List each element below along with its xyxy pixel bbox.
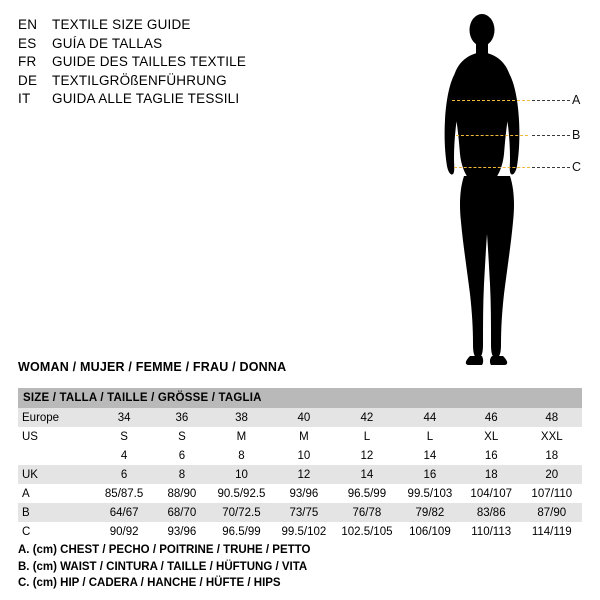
language-title: TEXTILGRÖßENFÜHRUNG xyxy=(52,72,227,88)
cell: L xyxy=(335,427,399,446)
cell: M xyxy=(210,427,273,446)
cell: 96.5/99 xyxy=(335,484,399,503)
cell: 88/90 xyxy=(154,484,210,503)
cell: 68/70 xyxy=(154,503,210,522)
size-table xyxy=(18,388,582,541)
cell: XL xyxy=(461,427,522,446)
cell: 34 xyxy=(94,408,154,427)
cell: 12 xyxy=(273,465,335,484)
language-row xyxy=(18,53,348,72)
language-title: TEXTILE SIZE GUIDE xyxy=(52,17,191,32)
cell: 16 xyxy=(461,446,522,465)
table-row xyxy=(18,522,582,541)
table-row xyxy=(18,484,582,503)
cell: 90.5/92.5 xyxy=(210,484,273,503)
cell: 64/67 xyxy=(94,503,154,522)
note-b: B. (cm) WAIST / CINTURA / TAILLE / HÜFTUNG / VITA xyxy=(18,560,308,573)
cell: 18 xyxy=(461,465,522,484)
language-row xyxy=(18,72,348,91)
table-row xyxy=(18,408,582,427)
cell: 10 xyxy=(273,446,335,465)
table-header-row xyxy=(18,388,582,408)
language-code: DE xyxy=(18,72,38,88)
cell: 10 xyxy=(210,465,273,484)
cell: 16 xyxy=(399,465,461,484)
cell: 90/92 xyxy=(94,522,154,541)
table-row xyxy=(18,446,582,465)
row-label xyxy=(18,446,94,465)
measure-label-a: A xyxy=(572,93,581,107)
row-label: B xyxy=(18,503,94,522)
female-body-silhouette-icon xyxy=(420,8,600,378)
cell: 6 xyxy=(94,465,154,484)
cell: 14 xyxy=(399,446,461,465)
cell: 42 xyxy=(335,408,399,427)
table-row xyxy=(18,503,582,522)
cell: 76/78 xyxy=(335,503,399,522)
measure-line-waist xyxy=(456,135,528,136)
language-title: GUIDA ALLE TAGLIE TESSILI xyxy=(52,91,240,106)
language-header xyxy=(18,16,348,109)
cell: 106/109 xyxy=(399,522,461,541)
language-code: FR xyxy=(18,54,37,69)
cell: 18 xyxy=(522,446,582,465)
cell: 12 xyxy=(335,446,399,465)
cell: 73/75 xyxy=(273,503,335,522)
row-label: A xyxy=(18,484,94,503)
cell: L xyxy=(399,427,461,446)
cell: S xyxy=(94,427,154,446)
cell: 87/90 xyxy=(522,503,582,522)
cell: 102.5/105 xyxy=(335,522,399,541)
cell: 79/82 xyxy=(399,503,461,522)
row-label: US xyxy=(18,427,94,446)
cell: 114/119 xyxy=(522,522,582,541)
row-label: Europe xyxy=(18,408,94,427)
cell: 8 xyxy=(210,446,273,465)
table-row xyxy=(18,427,582,446)
language-title: GUÍA DE TALLAS xyxy=(52,35,163,51)
cell: 99.5/102 xyxy=(273,522,335,541)
row-label: UK xyxy=(18,465,94,484)
section-title: WOMAN / MUJER / FEMME / FRAU / DONNA xyxy=(18,360,287,374)
cell: 8 xyxy=(154,465,210,484)
cell: 85/87.5 xyxy=(94,484,154,503)
cell: 14 xyxy=(335,465,399,484)
cell: 48 xyxy=(522,408,582,427)
cell: 44 xyxy=(399,408,461,427)
cell: XXL xyxy=(522,427,582,446)
measure-line-hip xyxy=(454,167,530,168)
cell: 104/107 xyxy=(461,484,522,503)
table-row xyxy=(18,465,582,484)
figure-area xyxy=(420,8,600,378)
cell: S xyxy=(154,427,210,446)
language-code: EN xyxy=(18,17,38,32)
measure-label-c: C xyxy=(572,160,582,174)
cell: 107/110 xyxy=(522,484,582,503)
cell: M xyxy=(273,427,335,446)
language-row xyxy=(18,35,348,54)
cell: 110/113 xyxy=(461,522,522,541)
measure-line-waist-extension xyxy=(532,135,570,136)
language-row xyxy=(18,16,348,35)
language-title: GUIDE DES TAILLES TEXTILE xyxy=(52,54,247,69)
cell: 83/86 xyxy=(461,503,522,522)
language-code: IT xyxy=(18,91,31,106)
measure-line-chest xyxy=(452,100,530,101)
cell: 99.5/103 xyxy=(399,484,461,503)
measure-line-chest-extension xyxy=(532,100,570,101)
cell: 96.5/99 xyxy=(210,522,273,541)
measurement-notes xyxy=(18,542,310,592)
cell: 38 xyxy=(210,408,273,427)
row-label: C xyxy=(18,522,94,541)
cell: 93/96 xyxy=(273,484,335,503)
language-code: ES xyxy=(18,35,37,51)
cell: 20 xyxy=(522,465,582,484)
cell: 93/96 xyxy=(154,522,210,541)
cell: 40 xyxy=(273,408,335,427)
cell: 6 xyxy=(154,446,210,465)
measure-label-b: B xyxy=(572,128,581,142)
language-row xyxy=(18,90,348,109)
cell: 36 xyxy=(154,408,210,427)
note-a: A. (cm) CHEST / PECHO / POITRINE / TRUHE / PETTO xyxy=(18,544,311,556)
cell: 46 xyxy=(461,408,522,427)
note-c: C. (cm) HIP / CADERA / HANCHE / HÜFTE / HIPS xyxy=(18,577,281,589)
cell: 4 xyxy=(94,446,154,465)
measure-line-hip-extension xyxy=(532,167,570,168)
cell: 70/72.5 xyxy=(210,503,273,522)
table-header-label: SIZE / TALLA / TAILLE / GRÖSSE / TAGLIA xyxy=(18,388,582,408)
